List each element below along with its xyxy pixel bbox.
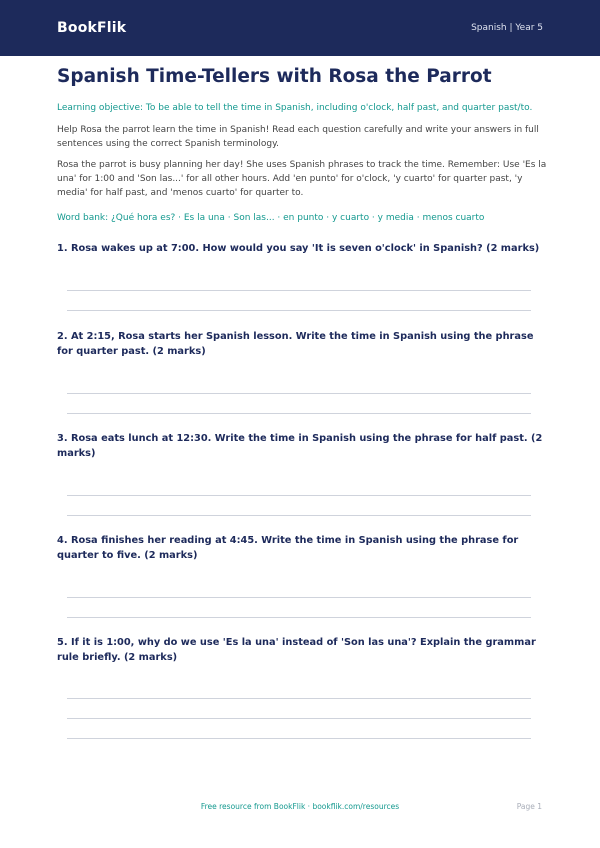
page-header [0, 0, 600, 56]
question-5: 5. If it is 1:00, why do we use 'Es la una' instead of 'Son las una'? Explain the grammar rule briefly. (2 marks) [57, 637, 536, 663]
brand-logo: BookFlik [57, 20, 127, 36]
answer-line[interactable] [67, 310, 531, 311]
answer-line[interactable] [67, 617, 531, 618]
intro-paragraph-2: Rosa the parrot is busy planning her day! She uses Spanish phrases to track the time. Remember: Use 'Es la una' for 1:00 and 'Son las...' for all other hours. Add 'en punto' for o'clock, 'y cuarto' for quarter past, 'y media' for half past, and 'menos cuarto' for quarter to. [57, 160, 547, 198]
intro-paragraph-1: Help Rosa the parrot learn the time in Spanish! Read each question carefully and write your answers in full sentences using the correct Spanish terminology. [57, 125, 539, 149]
question-2: 2. At 2:15, Rosa starts her Spanish lesson. Write the time in Spanish using the phrase for quarter past. (2 marks) [57, 331, 534, 357]
learning-objective: Learning objective: To be able to tell the time in Spanish, including o'clock, half past, and quarter past/to. [57, 103, 533, 113]
answer-line[interactable] [67, 738, 531, 739]
word-bank: Word bank: ¿Qué hora es? · Es la una · Son las... · en punto · y cuarto · y media · menos cuarto [57, 213, 485, 223]
answer-line[interactable] [67, 515, 531, 516]
answer-line[interactable] [67, 718, 531, 719]
subject-year: Spanish | Year 5 [471, 23, 543, 33]
answer-line[interactable] [67, 698, 531, 699]
answer-line[interactable] [67, 495, 531, 496]
question-3: 3. Rosa eats lunch at 12:30. Write the time in Spanish using the phrase for half past. (2 marks) [57, 433, 543, 459]
question-1: 1. Rosa wakes up at 7:00. How would you say 'It is seven o'clock' in Spanish? (2 marks) [57, 243, 540, 254]
footer-credit: Free resource from BookFlik · bookflik.com/resources [200, 802, 400, 811]
answer-line[interactable] [67, 413, 531, 414]
question-4: 4. Rosa finishes her reading at 4:45. Write the time in Spanish using the phrase for quarter to five. (2 marks) [57, 535, 519, 561]
answer-line[interactable] [67, 290, 531, 291]
page-number: Page 1 [516, 802, 542, 811]
page-title: Spanish Time-Tellers with Rosa the Parrot [57, 66, 492, 87]
answer-line[interactable] [67, 597, 531, 598]
answer-line[interactable] [67, 393, 531, 394]
